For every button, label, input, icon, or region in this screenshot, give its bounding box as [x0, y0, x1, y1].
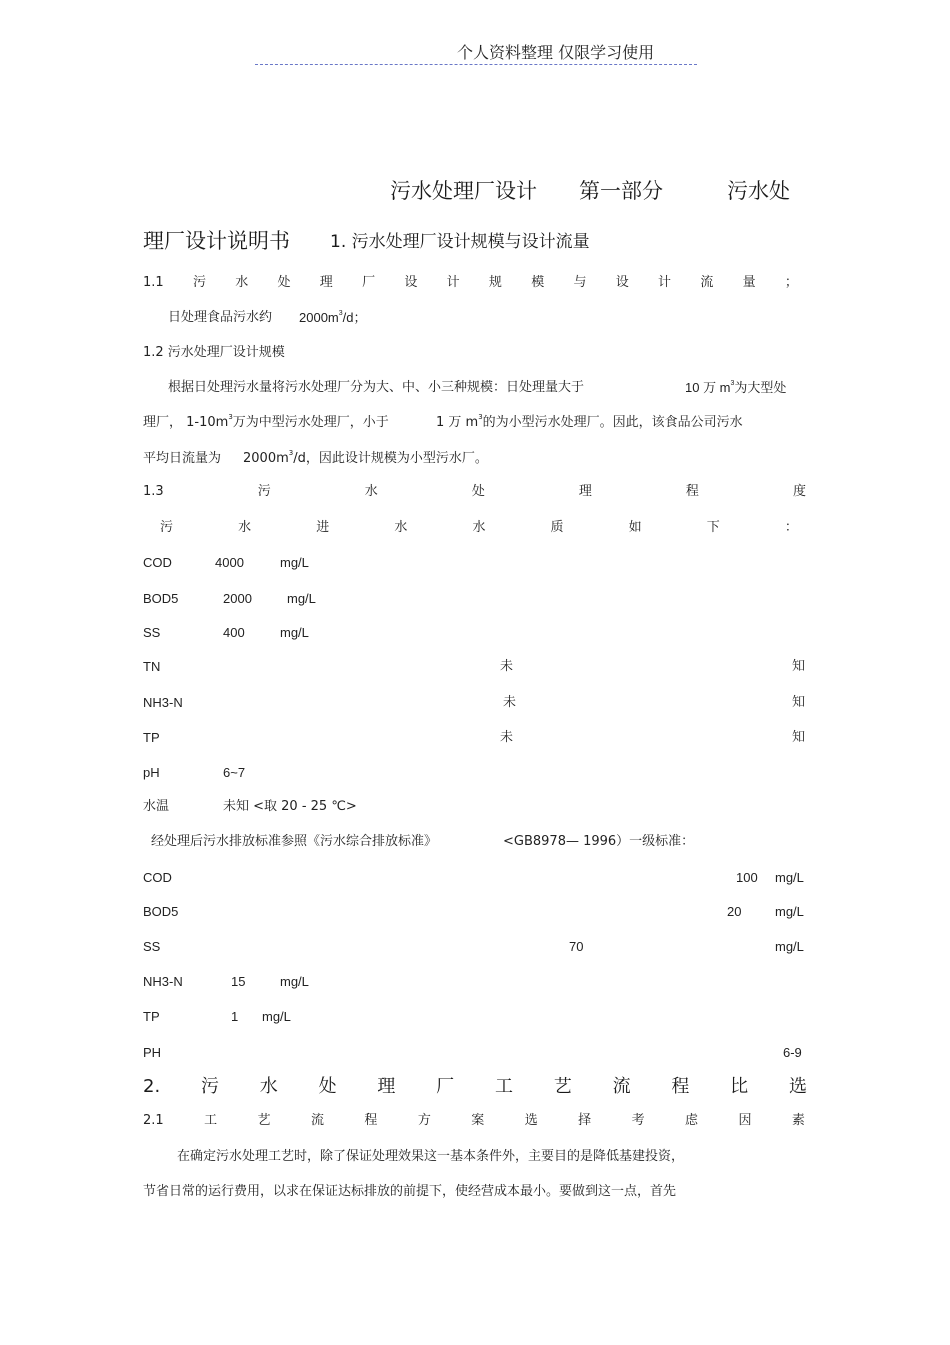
heading-char: 流	[612, 1076, 631, 1097]
paragraph-scale-3b: $2000m^3/d$，因此设计规模为小型污水厂。	[243, 449, 488, 466]
paragraph-scale-2a: 理厂， $1-10m^3$万为中型污水处理厂，小于	[143, 413, 389, 430]
influent-intro	[160, 521, 798, 534]
effluent-bod5-value: 20	[727, 904, 742, 919]
heading-char: 选	[524, 1113, 538, 1128]
heading-char: 设	[404, 275, 418, 290]
effluent-tp-value: 1	[231, 1009, 239, 1024]
title-part-2: 第一部分	[579, 179, 663, 203]
influent-tp-mid: 未	[500, 730, 514, 745]
heading-char: 工	[494, 1076, 513, 1097]
heading-char: 流	[700, 275, 714, 290]
influent-tp-name: TP	[143, 730, 160, 745]
effluent-tp-name: TP	[143, 1009, 160, 1024]
influent-cod-unit: mg/L	[280, 555, 309, 570]
heading-char: 工	[204, 1113, 218, 1128]
heading-char: 2.	[143, 1076, 161, 1097]
heading-char: 厂	[436, 1076, 455, 1097]
heading-char: 量	[742, 275, 756, 290]
heading-char: 设	[615, 275, 629, 290]
intro-char: 水	[238, 520, 252, 535]
title-line2: 理厂设计说明书	[143, 229, 290, 253]
heading-char: 厂	[362, 275, 376, 290]
effluent-cod-name: COD	[143, 870, 172, 885]
paragraph-process-1: 在确定污水处理工艺时，除了保证处理效果这一基本条件外，主要目的是降低基建投资，	[177, 1149, 685, 1164]
intro-char: 如	[628, 520, 642, 535]
effluent-cod-value: 100	[736, 870, 758, 885]
effluent-ph-name: PH	[143, 1045, 162, 1060]
section-1-heading: 1. 污水处理厂设计规模与设计流量	[330, 232, 590, 252]
section-1-2-heading: 1.2 污水处理厂设计规模	[143, 345, 285, 360]
influent-temp-value: 未知 <取 20 - 25 ℃>	[223, 799, 357, 814]
heading-char: 程	[671, 1076, 690, 1097]
influent-nh3n-end: 知	[792, 695, 806, 710]
effluent-ss-name: SS	[143, 939, 161, 954]
heading-char: 计	[658, 275, 672, 290]
effluent-bod5-unit: mg/L	[775, 904, 804, 919]
influent-ph-value: 6~7	[223, 765, 246, 780]
influent-bod5-value: 2000	[223, 591, 252, 606]
heading-char: 案	[471, 1113, 485, 1128]
influent-tp-end: 知	[792, 730, 806, 745]
effluent-tp-unit: mg/L	[262, 1009, 291, 1024]
section-1-1-heading	[143, 276, 798, 289]
heading-char: 理	[377, 1076, 396, 1097]
section-1-3-heading	[143, 485, 806, 498]
heading-char: 模	[531, 275, 545, 290]
title-part-1: 污水处理厂设计	[390, 179, 537, 203]
influent-cod-value: 4000	[215, 555, 244, 570]
heading-char: 流	[310, 1113, 324, 1128]
paragraph-process-2: 节省日常的运行费用，以求在保证达标排放的前提下，使经营成本最小。要做到这一点，首先	[143, 1184, 677, 1199]
heading-char: 水	[364, 484, 378, 499]
heading-char: 处	[277, 275, 291, 290]
section-2-heading	[143, 1078, 807, 1096]
influent-tn-name: TN	[143, 659, 161, 674]
header-dashed-rule	[255, 64, 697, 65]
influent-nh3n-name: NH3-N	[143, 695, 183, 710]
paragraph-scale-3a: 平均日流量为	[143, 451, 222, 466]
heading-char: 污	[257, 484, 271, 499]
heading-char: 与	[573, 275, 587, 290]
heading-char: 考	[631, 1113, 645, 1128]
heading-char: 程	[364, 1113, 378, 1128]
heading-char: 比	[730, 1076, 749, 1097]
heading-char: 艺	[257, 1113, 271, 1128]
influent-ss-value: 400	[223, 625, 245, 640]
effluent-nh3n-name: NH3-N	[143, 974, 183, 989]
heading-char: 污	[192, 275, 206, 290]
heading-char: 因	[738, 1113, 752, 1128]
effluent-ss-unit: mg/L	[775, 939, 804, 954]
heading-char: 程	[685, 484, 699, 499]
heading-char: ；	[784, 275, 798, 290]
intro-char: 质	[550, 520, 564, 535]
heading-char: 虑	[685, 1113, 699, 1128]
influent-tn-mid: 未	[500, 659, 514, 674]
effluent-bod5-name: BOD5	[143, 904, 179, 919]
heading-char: 1.1	[143, 275, 164, 290]
heading-char: 处	[471, 484, 485, 499]
heading-char: 1.3	[143, 484, 164, 499]
heading-char: 素	[791, 1113, 805, 1128]
paragraph-scale-1b: 10 万 $m^3$为大型处	[685, 380, 787, 395]
standard-text-a: 经处理后污水排放标准参照《污水综合排放标准》	[151, 834, 438, 849]
heading-char: 规	[488, 275, 502, 290]
page-header: 个人资料整理 仅限学习使用	[457, 43, 655, 62]
heading-char: 度	[792, 484, 806, 499]
intro-char: 下	[706, 520, 720, 535]
influent-ss-unit: mg/L	[280, 625, 309, 640]
influent-bod5-unit: mg/L	[287, 591, 316, 606]
influent-bod5-name: BOD5	[143, 591, 179, 606]
daily-volume-value: $2000m^3/d$；	[299, 310, 367, 325]
intro-char: 进	[316, 520, 330, 535]
heading-char: 污	[200, 1076, 219, 1097]
heading-char: 水	[235, 275, 249, 290]
intro-char: 水	[394, 520, 408, 535]
influent-nh3n-mid: 未	[503, 695, 517, 710]
heading-char: 2.1	[143, 1113, 164, 1128]
heading-char: 理	[319, 275, 333, 290]
heading-char: 水	[259, 1076, 278, 1097]
heading-char: 方	[417, 1113, 431, 1128]
influent-ph-name: pH	[143, 765, 160, 780]
effluent-nh3n-value: 15	[231, 974, 246, 989]
effluent-ss-value: 70	[569, 939, 584, 954]
effluent-nh3n-unit: mg/L	[280, 974, 309, 989]
heading-char: 择	[578, 1113, 592, 1128]
influent-temp-name: 水温	[143, 799, 170, 814]
section-2-1-heading	[143, 1114, 805, 1127]
effluent-cod-unit: mg/L	[775, 870, 804, 885]
daily-volume-label: 日处理食品污水约	[168, 310, 273, 325]
intro-char: 污	[160, 520, 174, 535]
effluent-ph-value: 6-9	[783, 1045, 802, 1060]
title-part-3: 污水处	[727, 179, 790, 203]
paragraph-scale-2b: 1 万 $m^3$的为小型污水处理厂。因此，该食品公司污水	[436, 413, 743, 430]
paragraph-scale-1a: 根据日处理污水量将污水处理厂分为大、中、小三种规模：日处理量大于	[168, 380, 585, 395]
intro-char: ：	[784, 520, 798, 535]
heading-char: 处	[318, 1076, 337, 1097]
intro-char: 水	[472, 520, 486, 535]
heading-char: 选	[788, 1076, 807, 1097]
heading-char: 理	[578, 484, 592, 499]
heading-char: 计	[446, 275, 460, 290]
standard-text-b: <GB8978— 1996）一级标准：	[503, 834, 695, 849]
influent-tn-end: 知	[792, 659, 806, 674]
influent-ss-name: SS	[143, 625, 161, 640]
heading-char: 艺	[553, 1076, 572, 1097]
influent-cod-name: COD	[143, 555, 172, 570]
